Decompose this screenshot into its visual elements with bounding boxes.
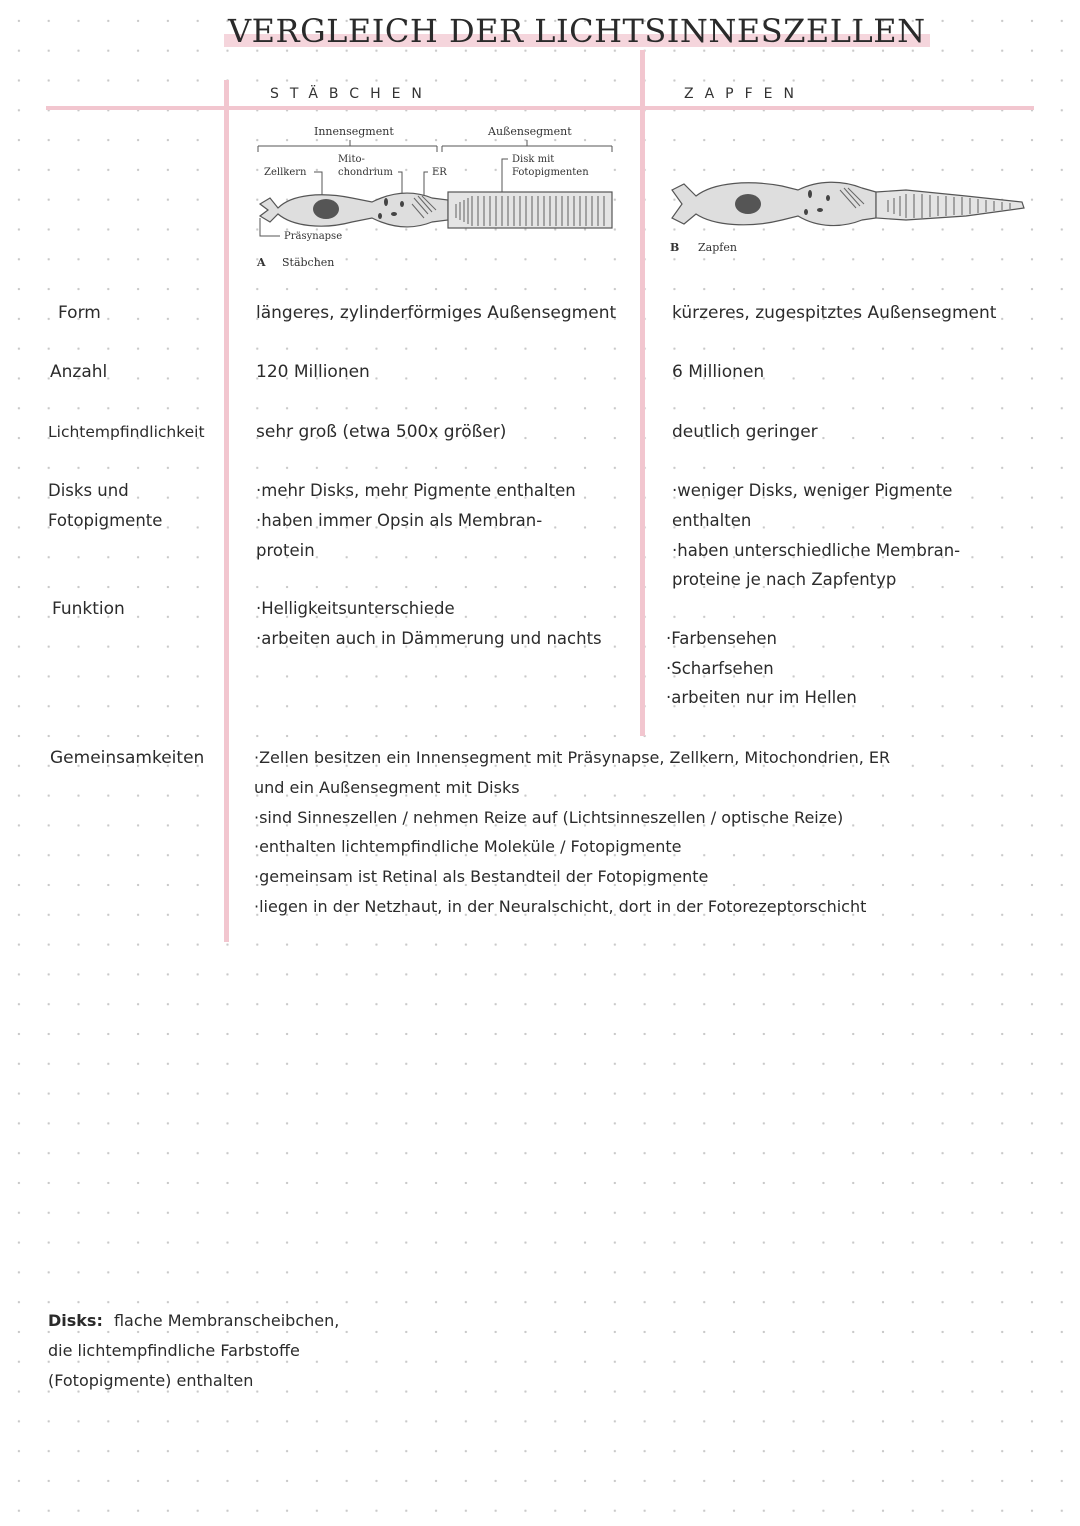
common-line: ·sind Sinneszellen / nehmen Reize auf (Lichtsinneszellen / optische Reize) [254, 807, 844, 827]
label-cone-caption: Zapfen [698, 241, 737, 254]
common-list [254, 743, 890, 922]
cones-function-line: ·arbeiten nur im Hellen [666, 688, 857, 708]
rods-disks-line: protein [256, 540, 315, 560]
cones-function-line: ·Scharfsehen [666, 658, 774, 678]
cones-function-line [666, 594, 857, 624]
column-header-rods: STÄBCHEN [270, 86, 433, 102]
cones-count: 6 Millionen [672, 362, 765, 382]
cones-function [666, 594, 857, 713]
column-header-cones: ZAPFEN [684, 86, 805, 102]
rods-sensitivity: sehr groß (etwa 500x größer) [256, 422, 507, 442]
rod-cell-figure [252, 118, 624, 274]
row-label-disks: Disks und Fotopigmente [48, 481, 163, 530]
cones-disks [672, 476, 960, 595]
row-label-sensitivity: Lichtempfindlichkeit [48, 423, 205, 441]
cones-disks-line: ·haben unterschiedliche Membran- [672, 540, 961, 560]
label-nucleus: Zellkern [264, 167, 307, 178]
label-inner-segment: Innensegment [314, 125, 394, 138]
common-line: ·liegen in der Netzhaut, in der Neuralschicht, dort in der Fotorezeptorschicht [254, 896, 867, 916]
left-column-divider [224, 80, 229, 942]
rods-function-line: ·arbeiten auch in Dämmerung und nachts [256, 628, 602, 648]
common-line: ·gemeinsam ist Retinal als Bestandteil der Fotopigmente [254, 867, 709, 887]
footnote-line: (Fotopigmente) enthalten [48, 1370, 254, 1390]
label-er: ER [432, 167, 447, 178]
cones-disks-line: ·weniger Disks, weniger Pigmente [672, 481, 953, 500]
common-line: und ein Außensegment mit Disks [254, 777, 520, 797]
cones-sensitivity: deutlich geringer [672, 422, 818, 442]
label-mito-2: chondrium [338, 167, 393, 178]
header-divider [46, 106, 1034, 110]
label-letter-a: A [257, 256, 266, 269]
cones-function-line: ·Farbensehen [666, 628, 778, 648]
rods-form: längeres, zylinderförmiges Außensegment [256, 303, 617, 323]
label-disk-1: Disk mit [512, 154, 555, 165]
footnote-line: die lichtempfindliche Farbstoffe [48, 1340, 300, 1360]
label-letter-b: B [670, 241, 680, 254]
row-label-function: Funktion [52, 599, 125, 619]
rods-disks-line: ·haben immer Opsin als Membran- [256, 510, 543, 530]
page-title: VERGLEICH DER LICHTSINNESZELLEN [224, 12, 930, 50]
label-outer-segment: Außensegment [488, 125, 572, 138]
row-label-common: Gemeinsamkeiten [50, 748, 205, 768]
label-mito-1: Mito- [338, 154, 365, 165]
footnote-line: flache Membranscheibchen, [113, 1311, 340, 1330]
label-presynapse: Präsynapse [284, 231, 343, 242]
label-disk-2: Fotopigmenten [512, 167, 589, 178]
footnote-term: Disks: [48, 1311, 103, 1330]
rods-disks-line: ·mehr Disks, mehr Pigmente enthalten [256, 481, 576, 500]
common-line: ·enthalten lichtempfindliche Moleküle / Fotopigmente [254, 837, 682, 857]
rods-disks [256, 476, 576, 565]
rods-count: 120 Millionen [256, 362, 370, 382]
cones-form: kürzeres, zugespitztes Außensegment [672, 303, 997, 323]
rods-function-line: ·Helligkeitsunterschiede [256, 599, 455, 618]
label-rod-caption: Stäbchen [282, 256, 335, 269]
row-label-count: Anzahl [50, 362, 108, 382]
footnote [48, 1306, 339, 1395]
rods-function [256, 594, 602, 654]
cone-cell-figure [666, 176, 1030, 262]
cones-disks-line: enthalten [672, 510, 752, 530]
common-line: ·Zellen besitzen ein Innensegment mit Präsynapse, Zellkern, Mitochondrien, ER [254, 748, 891, 767]
cones-disks-line: proteine je nach Zapfentyp [672, 570, 897, 590]
middle-column-divider [640, 50, 645, 736]
row-label-form: Form [58, 303, 101, 323]
